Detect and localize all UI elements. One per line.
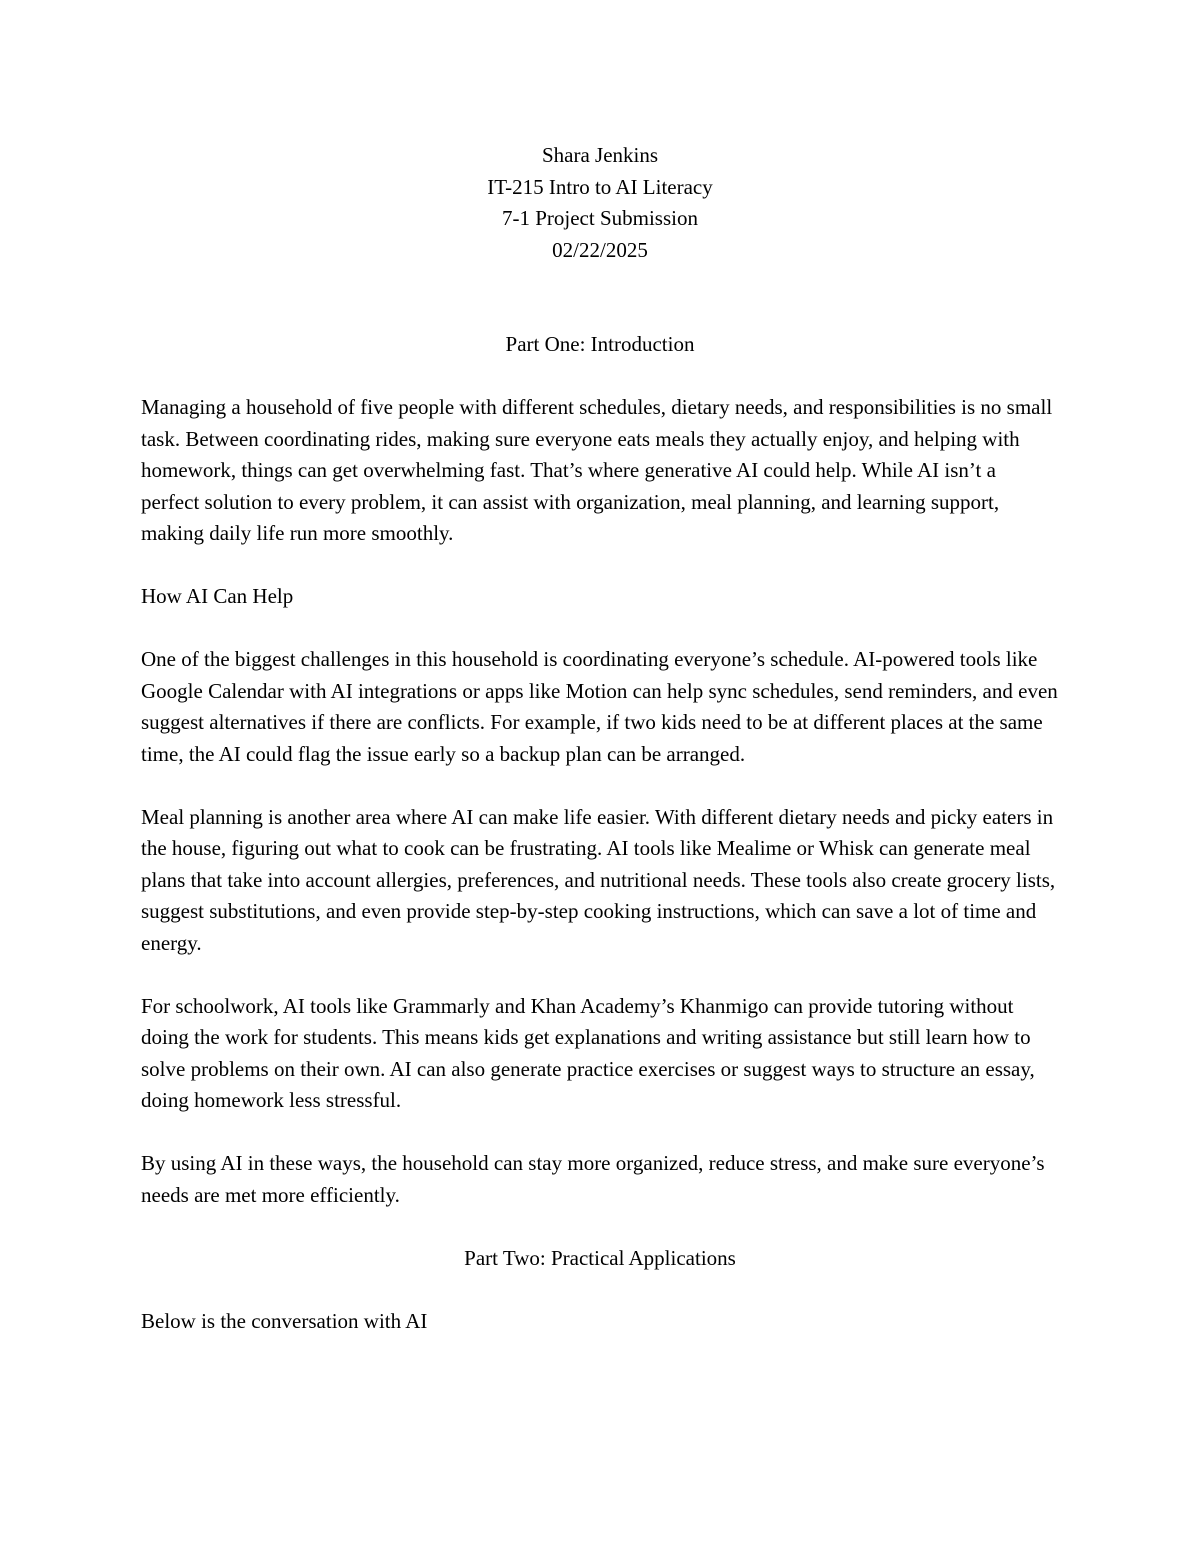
part-two-heading: Part Two: Practical Applications [464, 1245, 736, 1270]
spacer [141, 266, 1059, 329]
submission-date: 02/22/2025 [552, 237, 648, 262]
conversation-intro: Below is the conversation with AI [141, 1308, 428, 1333]
schoolwork-paragraph: For schoolwork, AI tools like Grammarly and Khan Academy’s Khanmigo can provide tutoring without doing the work for students. This means kids get explanations and writing assistance but still learn how to solve problems on their own. AI can also generate practice exercises or suggest ways to structure an essay, doing homework less stressful. [141, 993, 1035, 1112]
meal-planning-paragraph: Meal planning is another area where AI can make life easier. With different dietary needs and picky eaters in the house, figuring out what to cook can be frustrating. AI tools like Mealime or Whisk can generate meal plans that take into account allergies, preferences, and nutritional needs. These tools also create grocery lists, suggest substitutions, and even provide step-by-step cooking instructions, which can save a lot of time and energy. [141, 804, 1056, 955]
conclusion-paragraph: By using AI in these ways, the household can stay more organized, reduce stress, and make sure everyone’s needs are met more efficiently. [141, 1151, 1045, 1207]
part-one-heading: Part One: Introduction [505, 332, 695, 356]
author-name: Shara Jenkins [541, 143, 659, 167]
intro-paragraph: Managing a household of five people with different schedules, dietary needs, and responsibilities is no small task. Between coordinating rides, making sure everyone eats meals they actually enjoy, and helping with homework, things can get overwhelming fast. That’s where generative AI could help. While AI isn’t a perfect solution to every problem, it can assist with organization, meal planning, and learning support, making daily life run more smoothly. [141, 395, 1053, 545]
how-ai-can-help-heading: How AI Can Help [141, 584, 294, 608]
title-block [141, 140, 1059, 266]
course-name: IT-215 Intro to AI Literacy [487, 174, 713, 199]
scheduling-paragraph: One of the biggest challenges in this household is coordinating everyone’s schedule. AI-powered tools like Google Calendar with AI integrations or apps like Motion can help sync schedules, send reminders, and even suggest alternatives if there are conflicts. For example, if two kids need to be at different places at the same time, the AI could flag the issue early so a backup plan can be arranged. [141, 647, 1058, 766]
assignment-name: 7-1 Project Submission [501, 206, 698, 230]
document-body [141, 140, 1059, 1337]
